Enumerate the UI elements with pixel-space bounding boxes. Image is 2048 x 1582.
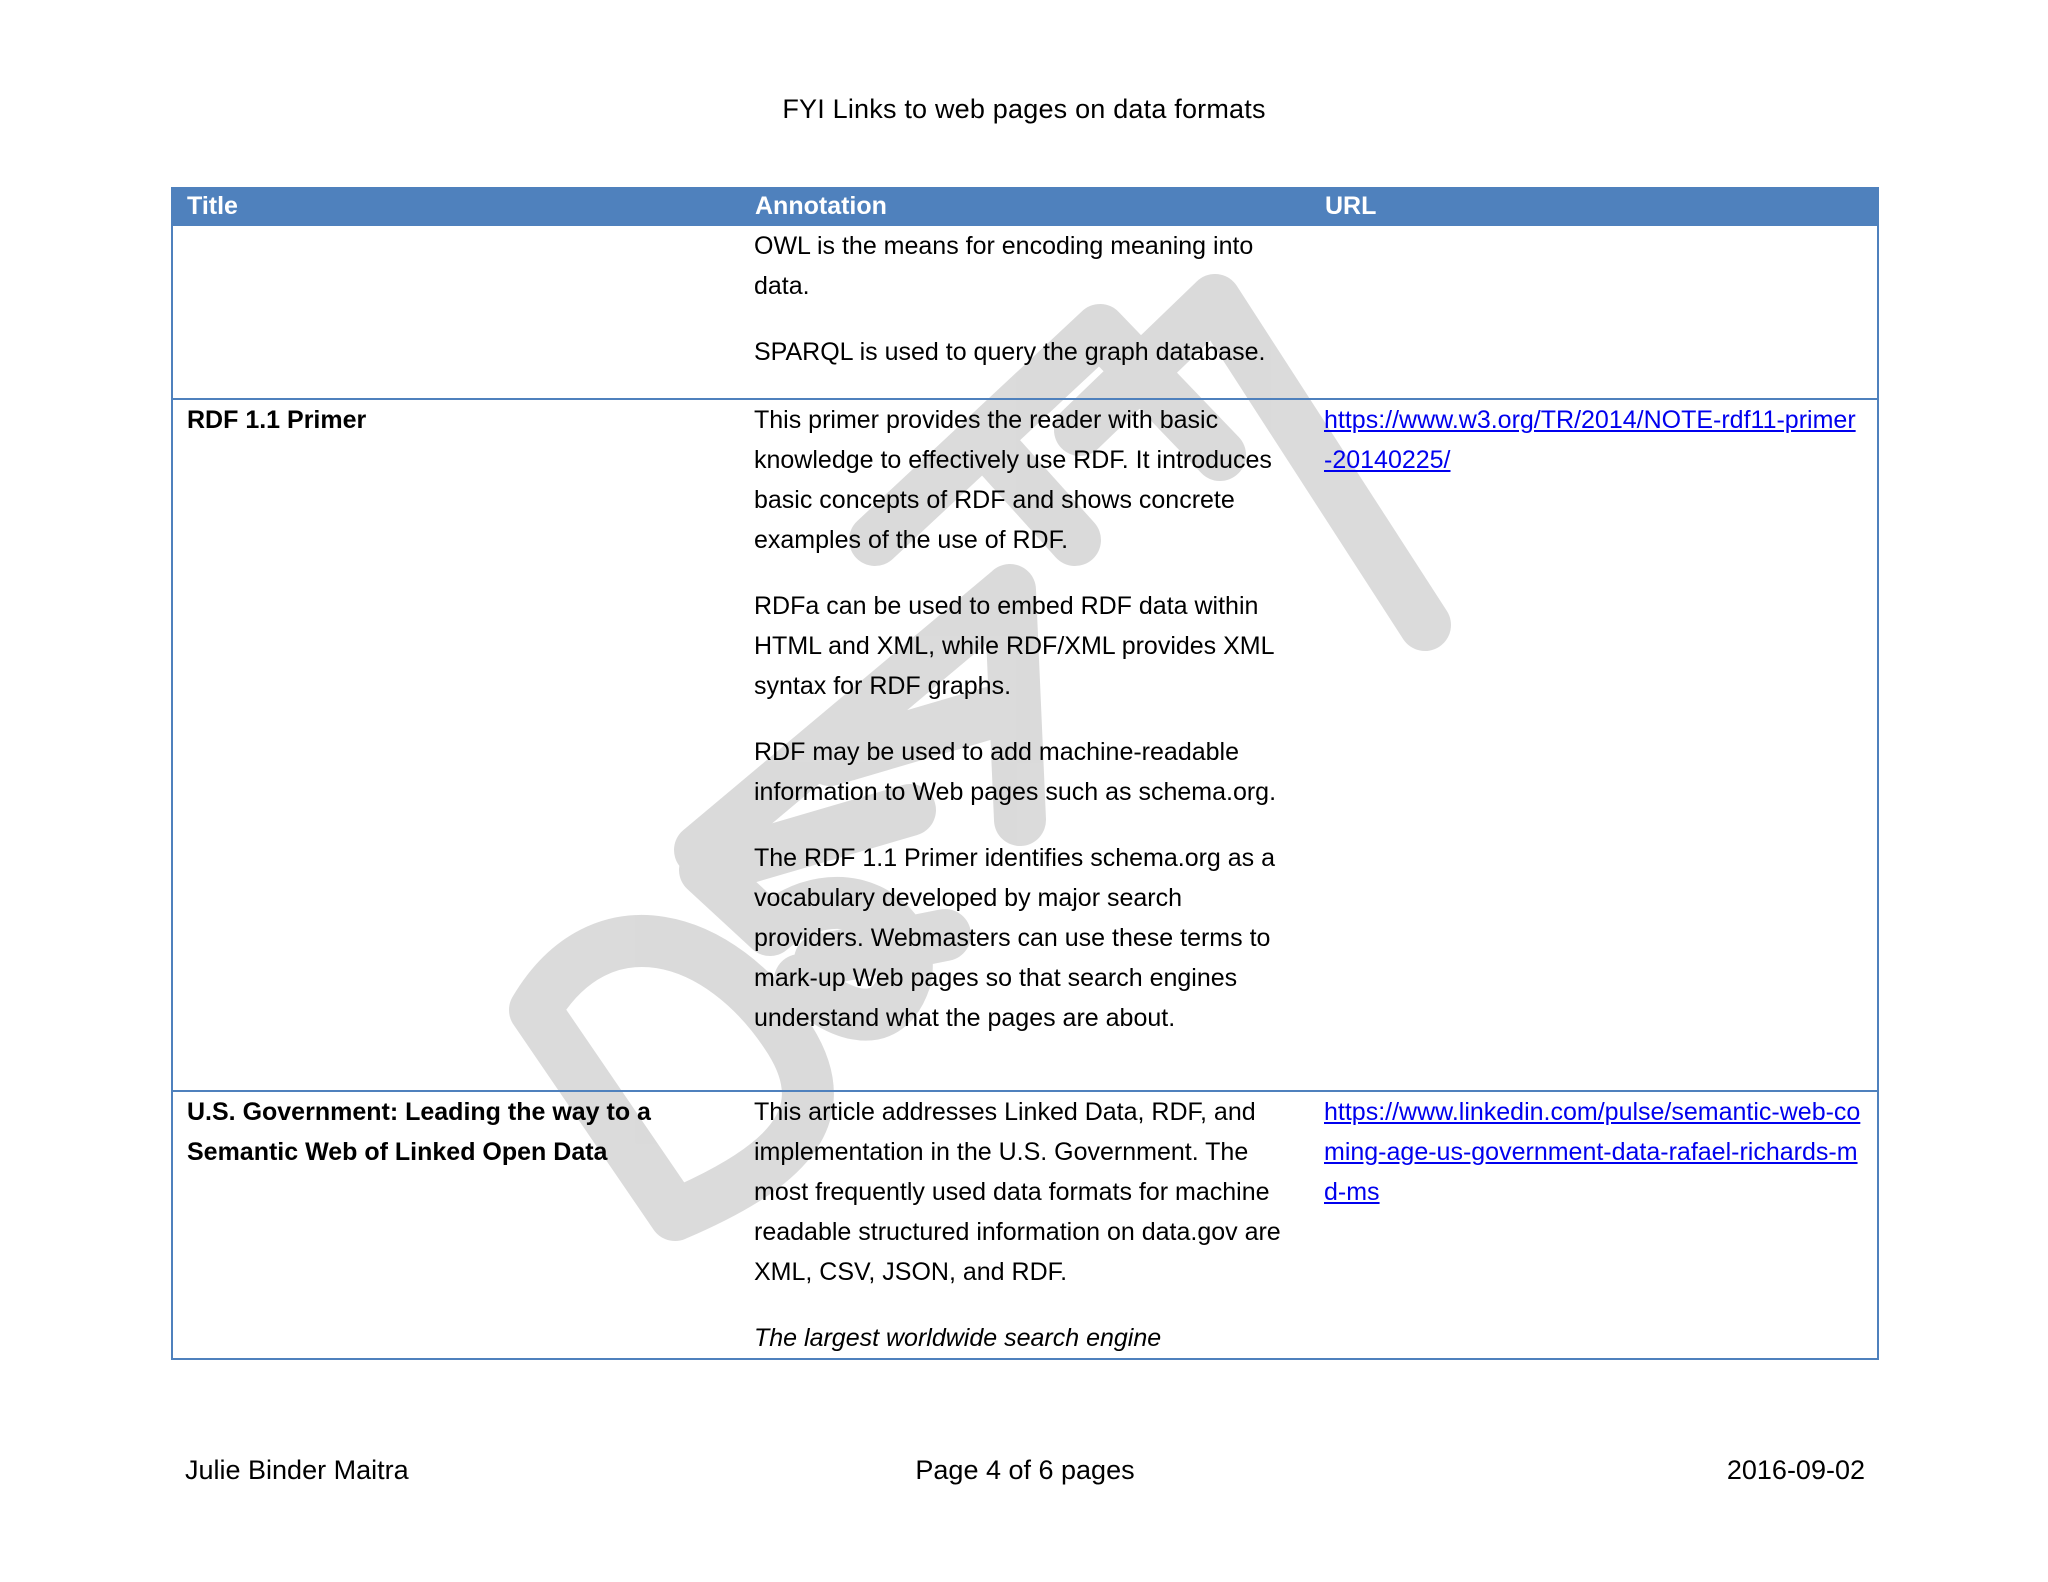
row-annotation [740, 1091, 1310, 1359]
footer-author: Julie Binder Maitra [185, 1455, 409, 1485]
column-header-title: Title [172, 188, 740, 225]
footer-page-number: Page 4 of 6 pages [915, 1455, 1135, 1485]
row-annotation [740, 225, 1310, 399]
row-title: U.S. Government: Leading the way to a Semantic Web of Linked Open Data [172, 1091, 740, 1359]
annotation-paragraph: The RDF 1.1 Primer identifies schema.org as a vocabulary developed by major search providers. Webmasters can use these terms to mark-up Web pages so that search engines understand what the pages are about. [754, 844, 1276, 1032]
annotation-paragraph: RDFa can be used to embed RDF data within HTML and XML, while RDF/XML provides XML syntax for RDF graphs. [754, 592, 1274, 700]
row-title [172, 225, 740, 399]
row-url [1310, 1091, 1878, 1359]
column-header-annotation: Annotation [740, 188, 1310, 225]
column-header-url: URL [1310, 188, 1878, 225]
page-footer [185, 1455, 1865, 1486]
annotation-paragraph: OWL is the means for encoding meaning into data. [754, 232, 1254, 300]
table-row [172, 225, 1878, 399]
url-link[interactable]: https://www.linkedin.com/pulse/semantic-web-coming-age-us-government-data-rafael-richards-md-ms [1324, 1098, 1861, 1206]
url-link[interactable]: https://www.w3.org/TR/2014/NOTE-rdf11-primer-20140225/ [1324, 406, 1856, 474]
table-header-row [172, 188, 1878, 225]
links-table [171, 187, 1879, 1360]
table-row [172, 399, 1878, 1091]
annotation-paragraph: This article addresses Linked Data, RDF, and implementation in the U.S. Government. The most frequently used data formats for machine readable structured information on data.gov are XML, CSV, JSON, and RDF. [754, 1098, 1281, 1286]
table-row [172, 1091, 1878, 1359]
page-title: FYI Links to web pages on data formats [782, 94, 1266, 124]
row-annotation [740, 399, 1310, 1091]
annotation-paragraph: RDF may be used to add machine-readable information to Web pages such as schema.org. [754, 738, 1277, 806]
annotation-paragraph: The largest worldwide search engine [754, 1324, 1162, 1352]
row-url [1310, 225, 1878, 399]
row-title: RDF 1.1 Primer [172, 399, 740, 1091]
annotation-paragraph: SPARQL is used to query the graph database. [754, 338, 1266, 366]
row-url [1310, 399, 1878, 1091]
footer-date: 2016-09-02 [1726, 1455, 1865, 1485]
annotation-paragraph: This primer provides the reader with basic knowledge to effectively use RDF. It introduces basic concepts of RDF and shows concrete examples of the use of RDF. [754, 406, 1272, 554]
